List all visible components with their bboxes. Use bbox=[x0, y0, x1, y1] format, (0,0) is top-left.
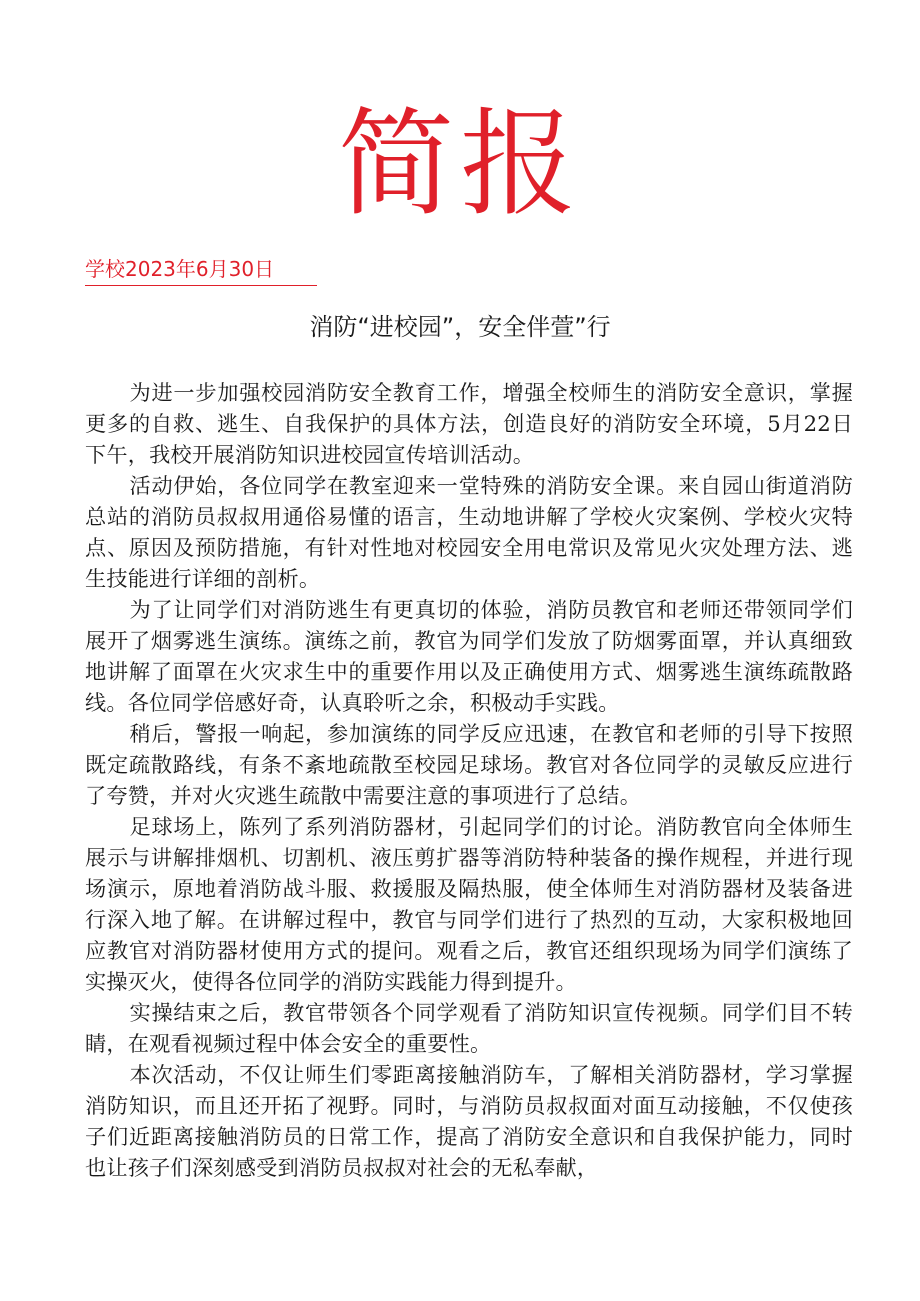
article-headline: 消防“进校园”，安全伴萱”行 bbox=[309, 313, 611, 341]
paragraph: 活动伊始，各位同学在教室迎来一堂特殊的消防安全课。来自园山街道消防总站的消防员叔叔用通俗易懂的语言，生动地讲解了学校火灾案例、学校火灾特点、原因及预防措施，有针对性地对校园安全用电常识及常见火灾处理方法、逃生技能进行详细的剖析。 bbox=[85, 473, 853, 591]
paragraph: 本次活动，不仅让师生们零距离接触消防车，了解相关消防器材，学习掌握消防知识，而且还开拓了视野。同时，与消防员叔叔面对面互动接触，不仅使孩子们近距离接触消防员的日常工作，提高了消防安全意识和自我保护能力，同时也让孩子们深刻感受到消防员叔叔对社会的无私奉献， bbox=[85, 1062, 853, 1180]
paragraph: 实操结束之后，教官带领各个同学观看了消防知识宣传视频。同学们目不转睛，在观看视频过程中体会安全的重要性。 bbox=[85, 1000, 853, 1056]
masthead-title: 简报 bbox=[338, 97, 582, 232]
paragraph: 为进一步加强校园消防安全教育工作，增强全校师生的消防安全意识，掌握更多的自救、逃生、自我保护的具体方法，创造良好的消防安全环境，5月22日下午，我校开展消防知识进校园宣传培训活动。 bbox=[85, 380, 853, 467]
dateline: 学校2023年6月30日 bbox=[85, 257, 275, 281]
paragraph: 为了让同学们对消防逃生有更真切的体验，消防员教官和老师还带领同学们展开了烟雾逃生演练。演练之前，教官为同学们发放了防烟雾面罩，并认真细致地讲解了面罩在火灾求生中的重要作用以及正确使用方式、烟雾逃生演练疏散路线。各位同学倍感好奇，认真聆听之余，积极动手实践。 bbox=[85, 597, 853, 715]
paragraph: 稍后，警报一响起，参加演练的同学反应迅速，在教官和老师的引导下按照既定疏散路线，有条不紊地疏散至校园足球场。教官对各位同学的灵敏反应进行了夸赞，并对火灾逃生疏散中需要注意的事项进行了总结。 bbox=[85, 721, 853, 808]
dateline-rule bbox=[85, 285, 317, 286]
article-body bbox=[85, 377, 853, 1183]
paragraph: 足球场上，陈列了系列消防器材，引起同学们的讨论。消防教官向全体师生展示与讲解排烟机、切割机、液压剪扩器等消防特种装备的操作规程，并进行现场演示，原地着消防战斗服、救援服及隔热服，使全体师生对消防器材及装备进行深入地了解。在讲解过程中，教官与同学们进行了热烈的互动，大家积极地回应教官对消防器材使用方式的提问。观看之后，教官还组织现场为同学们演练了实操灭火，使得各位同学的消防实践能力得到提升。 bbox=[85, 814, 853, 994]
